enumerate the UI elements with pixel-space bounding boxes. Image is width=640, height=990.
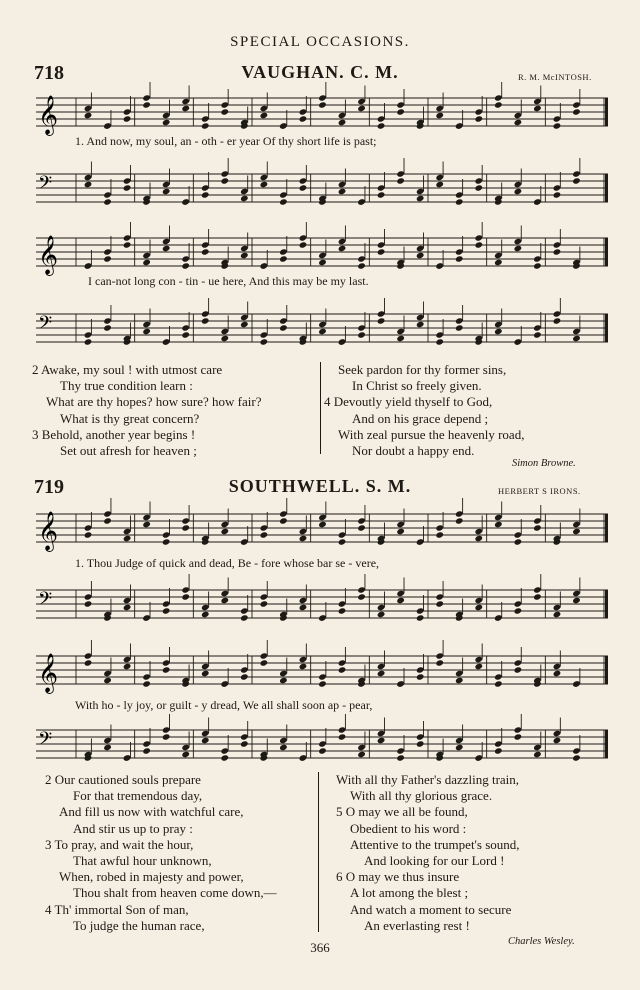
note-head xyxy=(455,677,464,684)
note-head xyxy=(553,122,562,129)
note-head xyxy=(220,108,229,115)
note-head xyxy=(494,259,503,266)
note-head xyxy=(181,262,190,269)
note-head xyxy=(357,524,366,531)
hymn-number: 719 xyxy=(34,476,64,498)
verse-line: Nor doubt a happy end. xyxy=(352,442,475,458)
note-head xyxy=(553,737,562,744)
verse-line: Seek pardon for thy former sins, xyxy=(338,362,507,377)
note-head xyxy=(494,521,503,528)
note-head xyxy=(455,255,464,262)
column-divider xyxy=(318,772,319,932)
verse-line: Set out afresh for heaven ; xyxy=(60,442,197,458)
note-head xyxy=(162,607,171,614)
note-head xyxy=(103,255,112,262)
note-head xyxy=(201,191,210,198)
note-head xyxy=(553,317,562,324)
note-head xyxy=(260,659,269,666)
note-head xyxy=(553,191,562,198)
final-barline xyxy=(605,730,608,758)
note-head xyxy=(338,119,347,126)
note-head xyxy=(377,122,386,129)
music-staff xyxy=(36,728,608,762)
verse-line: Thou shalt from heaven come down,— xyxy=(73,885,277,901)
author-credit: Charles Wesley. xyxy=(508,936,575,947)
note-head xyxy=(357,331,366,338)
verse-line: For that tremendous day, xyxy=(73,788,203,804)
note-head xyxy=(142,259,151,266)
note-head xyxy=(377,317,386,324)
verse-line: 2 Awake, my soul ! with utmost care xyxy=(32,362,223,377)
note-head xyxy=(377,191,386,198)
page-number: 366 xyxy=(310,940,330,955)
note-head xyxy=(435,112,444,119)
note-head xyxy=(494,101,503,108)
note-head xyxy=(377,611,386,618)
note-head xyxy=(435,659,444,666)
note-head xyxy=(201,737,210,744)
note-head xyxy=(377,248,386,255)
note-head xyxy=(396,177,405,184)
note-head xyxy=(435,181,444,188)
note-head xyxy=(416,195,425,202)
note-head xyxy=(533,105,542,112)
composer-credit: R. M. McINTOSH. xyxy=(518,72,592,82)
music-staff xyxy=(36,95,608,135)
note-head xyxy=(435,338,444,345)
note-head xyxy=(260,531,269,538)
treble-clef-icon: 𝄞 xyxy=(38,511,59,551)
note-head xyxy=(338,607,347,614)
note-head xyxy=(123,663,132,670)
verse-line: That awful hour unknown, xyxy=(73,852,212,868)
note-head xyxy=(474,663,483,670)
lyric-line: 1. And now, my soul, an - oth - er year Of thy short life is past; xyxy=(75,134,377,148)
verse-line: 3 To pray, and wait the hour, xyxy=(45,836,194,852)
note-head xyxy=(533,524,542,531)
verse-line: To judge the human race, xyxy=(73,917,205,933)
verse-line: What is thy great concern? xyxy=(60,410,200,426)
lyric-line: 1. Thou Judge of quick and dead, Be - fore whose bar se - vere, xyxy=(75,556,380,570)
verse-line: A lot among the blest ; xyxy=(350,885,469,901)
section-header: SPECIAL OCCASIONS. xyxy=(230,34,410,50)
bass-clef-icon: 𝄢 xyxy=(38,313,53,338)
note-head xyxy=(123,604,132,611)
music-staff xyxy=(36,653,608,693)
note-head xyxy=(514,607,523,614)
verse-line: With zeal pursue the heavenly road, xyxy=(338,426,525,442)
note-head xyxy=(377,670,386,677)
author-credit: Simon Browne. xyxy=(512,458,576,469)
final-barline xyxy=(605,590,608,618)
note-head xyxy=(572,754,581,761)
note-head xyxy=(318,680,327,687)
verse-line: 4 Th' immortal Son of man, xyxy=(45,901,189,917)
note-head xyxy=(142,101,151,108)
note-head xyxy=(220,754,229,761)
note-head xyxy=(142,747,151,754)
note-head xyxy=(220,597,229,604)
note-head xyxy=(514,666,523,673)
note-head xyxy=(396,335,405,342)
note-head xyxy=(494,328,503,335)
note-head xyxy=(181,751,190,758)
note-head xyxy=(416,321,425,328)
note-head xyxy=(416,740,425,747)
note-head xyxy=(435,600,444,607)
note-head xyxy=(338,733,347,740)
verse-line: And on his grace depend ; xyxy=(352,410,489,426)
tune-name: SOUTHWELL. S. M. xyxy=(228,476,412,496)
note-head xyxy=(84,600,93,607)
note-head xyxy=(455,517,464,524)
verse-line: What are thy hopes? how sure? how fair? xyxy=(46,394,262,410)
verse-line: When, robed in majesty and power, xyxy=(59,869,244,885)
note-head xyxy=(240,195,249,202)
note-head xyxy=(299,535,308,542)
note-head xyxy=(240,740,249,747)
note-head xyxy=(84,338,93,345)
note-head xyxy=(162,538,171,545)
note-head xyxy=(338,188,347,195)
tune-name: VAUGHAN. C. M. xyxy=(241,62,399,82)
music-staff xyxy=(36,235,608,275)
note-head xyxy=(396,597,405,604)
verse-line: An everlasting rest ! xyxy=(364,917,470,933)
note-head xyxy=(123,241,132,248)
note-head xyxy=(553,670,562,677)
lyric-line: With ho - ly joy, or guilt - y dread, We all shall soon ap - pear, xyxy=(75,698,373,712)
note-head xyxy=(396,108,405,115)
note-head xyxy=(201,611,210,618)
final-barline xyxy=(605,98,608,126)
hymn-number: 718 xyxy=(34,62,64,84)
note-head xyxy=(162,666,171,673)
note-head xyxy=(240,614,249,621)
note-head xyxy=(553,611,562,618)
note-head xyxy=(572,528,581,535)
bass-clef-icon: 𝄢 xyxy=(38,589,53,614)
note-head xyxy=(260,338,269,345)
note-head xyxy=(220,335,229,342)
note-head xyxy=(260,112,269,119)
note-head xyxy=(162,245,171,252)
note-head xyxy=(396,528,405,535)
note-head xyxy=(299,115,308,122)
note-head xyxy=(220,177,229,184)
note-head xyxy=(162,733,171,740)
treble-clef-icon: 𝄞 xyxy=(38,95,59,135)
note-head xyxy=(181,331,190,338)
note-head xyxy=(572,177,581,184)
note-head xyxy=(123,535,132,542)
bass-clef-icon: 𝄢 xyxy=(38,729,53,754)
note-head xyxy=(103,198,112,205)
note-head xyxy=(514,188,523,195)
note-head xyxy=(240,321,249,328)
note-head xyxy=(201,248,210,255)
note-head xyxy=(260,181,269,188)
note-head xyxy=(474,241,483,248)
note-head xyxy=(572,335,581,342)
note-head xyxy=(201,122,210,129)
music-staff xyxy=(36,312,608,346)
note-head xyxy=(123,184,132,191)
note-head xyxy=(474,604,483,611)
verse-line: With all thy glorious grace. xyxy=(350,788,493,804)
composer-credit: HERBERT S IRONS. xyxy=(498,486,581,496)
column-divider xyxy=(320,362,321,454)
verse-line: Attentive to the trumpet's sound, xyxy=(350,836,520,852)
note-head xyxy=(201,670,210,677)
note-head xyxy=(103,677,112,684)
note-head xyxy=(338,245,347,252)
note-head xyxy=(455,198,464,205)
note-head xyxy=(455,744,464,751)
note-head xyxy=(299,604,308,611)
note-head xyxy=(533,331,542,338)
note-head xyxy=(318,259,327,266)
note-head xyxy=(299,184,308,191)
note-head xyxy=(142,680,151,687)
verse-line: Thy true condition learn : xyxy=(60,378,193,394)
treble-clef-icon: 𝄞 xyxy=(38,653,59,693)
note-head xyxy=(474,535,483,542)
lyric-line: I can-not long con - tin - ue here, And this may be my last. xyxy=(88,274,369,288)
final-barline xyxy=(605,238,608,266)
note-head xyxy=(240,252,249,259)
note-head xyxy=(514,245,523,252)
note-head xyxy=(357,593,366,600)
note-head xyxy=(494,747,503,754)
note-head xyxy=(201,317,210,324)
note-head xyxy=(318,101,327,108)
note-head xyxy=(103,744,112,751)
note-head xyxy=(396,754,405,761)
verses-left xyxy=(32,362,262,459)
note-head xyxy=(181,105,190,112)
note-head xyxy=(299,663,308,670)
note-head xyxy=(474,115,483,122)
note-head xyxy=(416,252,425,259)
note-head xyxy=(142,521,151,528)
verse-line: 2 Our cautioned souls prepare xyxy=(45,772,201,787)
note-head xyxy=(318,747,327,754)
verses-right xyxy=(324,362,525,459)
note-head xyxy=(455,324,464,331)
final-barline xyxy=(605,174,608,202)
note-head xyxy=(435,531,444,538)
music-staff xyxy=(36,172,608,206)
note-head xyxy=(123,115,132,122)
note-head xyxy=(220,528,229,535)
note-head xyxy=(338,538,347,545)
note-head xyxy=(260,600,269,607)
verse-line: And looking for our Lord ! xyxy=(364,852,505,868)
verse-line: 4 Devoutly yield thyself to God, xyxy=(324,394,493,410)
verses-left xyxy=(45,772,277,934)
music-staff xyxy=(36,588,608,622)
note-head xyxy=(103,324,112,331)
note-head xyxy=(279,198,288,205)
treble-clef-icon: 𝄞 xyxy=(38,235,59,275)
note-head xyxy=(142,328,151,335)
note-head xyxy=(279,517,288,524)
note-head xyxy=(377,737,386,744)
note-head xyxy=(84,659,93,666)
note-head xyxy=(162,188,171,195)
verse-line: And stir us up to pray : xyxy=(73,820,193,836)
note-head xyxy=(279,255,288,262)
verse-line: 3 Behold, another year begins ! xyxy=(32,426,196,442)
note-head xyxy=(514,538,523,545)
note-head xyxy=(318,521,327,528)
note-head xyxy=(514,119,523,126)
note-head xyxy=(84,531,93,538)
final-barline xyxy=(605,314,608,342)
verses-right xyxy=(336,772,520,934)
final-barline xyxy=(605,514,608,542)
verse-line: 6 O may we thus insure xyxy=(336,869,460,885)
note-head xyxy=(357,751,366,758)
note-head xyxy=(572,108,581,115)
final-barline xyxy=(605,656,608,684)
note-head xyxy=(572,597,581,604)
note-head xyxy=(357,105,366,112)
note-head xyxy=(279,744,288,751)
note-head xyxy=(494,680,503,687)
note-head xyxy=(533,593,542,600)
note-head xyxy=(279,324,288,331)
verse-line: In Christ so freely given. xyxy=(352,378,482,394)
note-head xyxy=(338,666,347,673)
verse-line: And watch a moment to secure xyxy=(350,901,512,917)
note-head xyxy=(103,517,112,524)
note-head xyxy=(416,614,425,621)
note-head xyxy=(474,184,483,191)
note-head xyxy=(279,677,288,684)
note-head xyxy=(299,241,308,248)
note-head xyxy=(416,673,425,680)
music-staff xyxy=(36,511,608,551)
note-head xyxy=(181,593,190,600)
note-head xyxy=(514,733,523,740)
note-head xyxy=(533,262,542,269)
note-head xyxy=(84,112,93,119)
note-head xyxy=(357,262,366,269)
verse-line: And fill us now with watchful care, xyxy=(59,804,244,820)
note-head xyxy=(318,328,327,335)
note-head xyxy=(553,248,562,255)
note-head xyxy=(533,751,542,758)
verse-line: 5 O may we all be found, xyxy=(336,804,468,820)
verse-line: Obedient to his word : xyxy=(350,820,467,836)
note-head xyxy=(181,524,190,531)
note-head xyxy=(240,673,249,680)
bass-clef-icon: 𝄢 xyxy=(38,173,53,198)
note-head xyxy=(162,119,171,126)
verse-line: With all thy Father's dazzling train, xyxy=(336,772,520,787)
note-head xyxy=(84,181,93,188)
